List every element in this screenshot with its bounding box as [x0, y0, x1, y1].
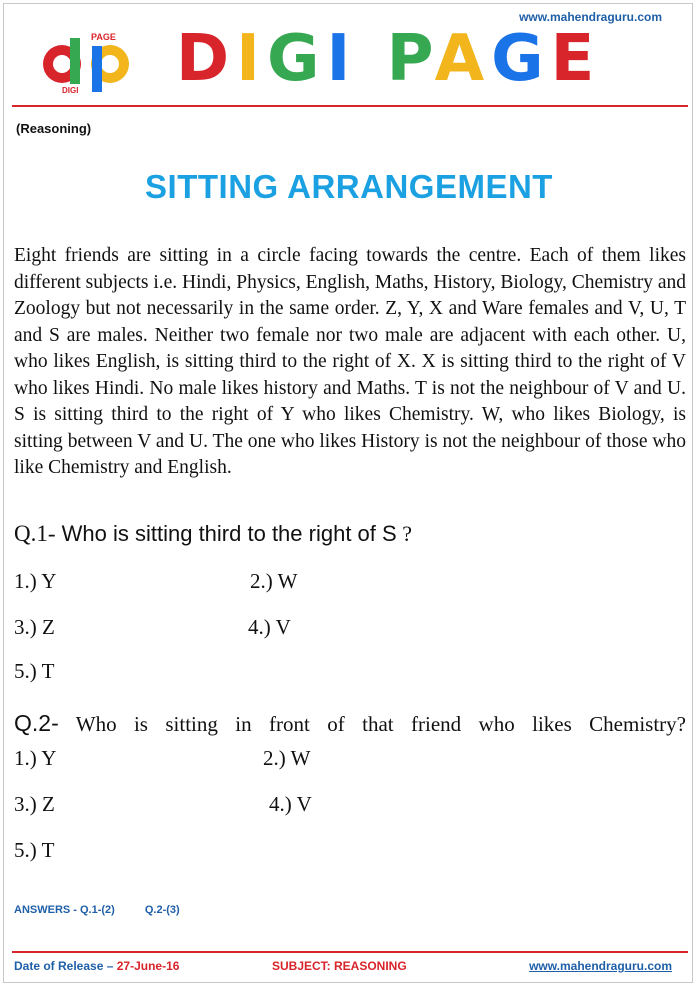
answers-line: [14, 904, 210, 916]
q2-option-3: 3.) Z: [14, 792, 55, 816]
banner-letter: I: [236, 22, 267, 96]
q1-option-1: 1.) Y: [14, 569, 57, 593]
answer-q1: ANSWERS - Q.1-(2): [14, 904, 115, 916]
header-website-link[interactable]: www.mahendraguru.com: [519, 10, 662, 24]
question-1-mark: ?: [396, 521, 412, 546]
question-1-text: Who is sitting third to the right of S: [55, 521, 397, 546]
question-passage: Eight friends are sitting in a circle facing towards the centre. Each of them likes different subjects i.e. Hindi, Physics, English, Maths, History, Biology, Chemistry and Zoology but not necessarily in the same order. Z, Y, X and Ware females and V, U, T and S are males. Neither two female nor two male are adjacent with each other. U, who likes English, is sitting third to the right of X. X is sitting third to the right of V who likes Hindi. No male likes history and Maths. T is not the neighbour of V and U. S is sitting third to the right of Y who likes Chemistry. W, who likes Biology, is sitting between V and U. The one who likes History is not the neighbour of those who like Chemistry and English.: [14, 245, 686, 478]
answer-q2: Q.2-(3): [144, 904, 180, 916]
subject-label: SUBJECT: REASONING: [272, 959, 407, 973]
banner-letter: P: [386, 22, 435, 96]
q2-option-4: 4.) V: [269, 792, 312, 816]
banner-letter: G: [266, 22, 327, 96]
question-2: [14, 710, 686, 737]
q2-option-5: 5.) T: [14, 838, 55, 862]
release-date: [14, 959, 179, 973]
q1-option-2: 2.) W: [250, 569, 298, 593]
banner-letter: [357, 22, 386, 96]
release-label: Date of Release –: [14, 959, 114, 973]
q1-option-5: 5.) T: [14, 659, 55, 683]
category-label: (Reasoning): [16, 121, 92, 136]
q2-option-2: 2.) W: [263, 746, 311, 770]
banner-letter: G: [491, 22, 551, 96]
q2-option-1: 1.) Y: [14, 746, 57, 770]
question-2-text: Who is sitting in front of that friend who likes Chemistry?: [58, 712, 686, 736]
footer-website-link[interactable]: www.mahendraguru.com: [529, 959, 672, 973]
page-frame: [3, 3, 693, 983]
question-1: [14, 521, 412, 547]
header-divider: [12, 105, 688, 107]
banner-letter: A: [434, 22, 492, 96]
question-1-number: Q.1-: [14, 521, 56, 546]
logo-digi-text: DIGI: [62, 86, 79, 94]
logo-page-text: PAGE: [91, 32, 116, 42]
release-date-value: 27-June-16: [113, 959, 180, 973]
q1-option-4: 4.) V: [248, 615, 291, 639]
digi-page-logo: [34, 24, 144, 94]
banner-letter: D: [176, 22, 237, 96]
page-title: SITTING ARRANGEMENT: [145, 168, 553, 205]
banner-letter: E: [550, 22, 602, 96]
banner-letter: I: [326, 22, 358, 96]
q1-option-3: 3.) Z: [14, 615, 55, 639]
digi-page-banner: [176, 22, 601, 96]
footer-divider: [12, 951, 688, 953]
question-2-number: Q.2-: [14, 710, 59, 736]
